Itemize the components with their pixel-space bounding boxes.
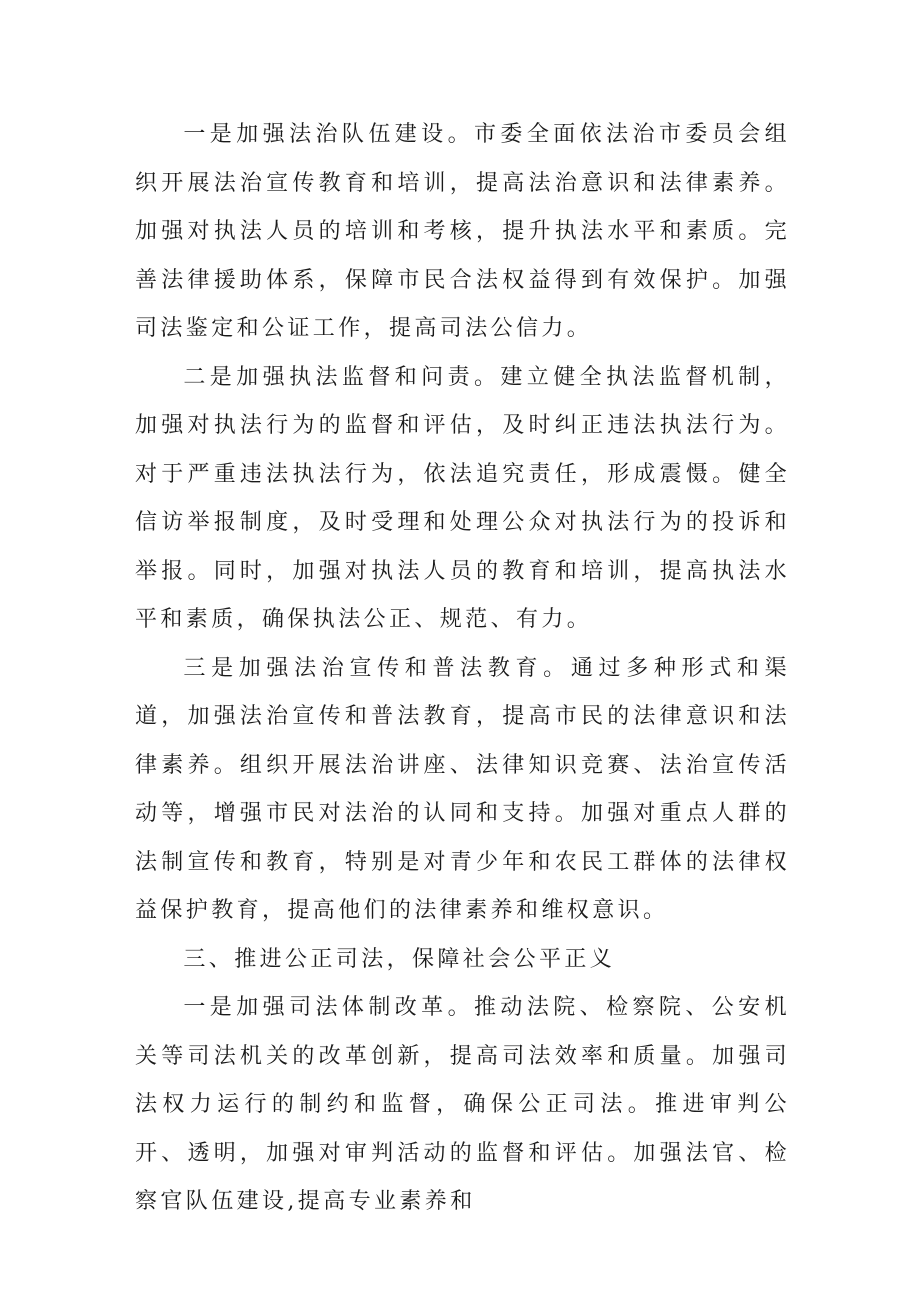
paragraph-judicial-reform: 一是加强司法体制改革。推动法院、检察院、公安机关等司法机关的改革创新，提高司法效率和质量。加强司法权力运行的制约和监督，确保公正司法。推进审判公开、透明，加强对审判活动的监督和评估。加强法官、检察官队伍建设,提高专业素养和 [135,995,790,1214]
paragraph-legal-education: 三是加强法治宣传和普法教育。通过多种形式和渠道，加强法治宣传和普法教育，提高市民的法律意识和法律素养。组织开展法治讲座、法律知识竞赛、法治宣传活动等，增强市民对法治的认同和支持。加强对重点人群的法制宣传和教育，特别是对青少年和农民工群体的法律权益保护教育，提高他们的法律素养和维权意识。 [135,655,790,923]
paragraph-enforcement-supervision: 二是加强执法监督和问责。建立健全执法监督机制，加强对执法行为的监督和评估，及时纠正违法执法行为。对于严重违法执法行为，依法追究责任，形成震慑。健全信访举报制度，及时受理和处理公众对执法行为的投诉和举报。同时，加强对执法人员的教育和培训，提高执法水平和素质，确保执法公正、规范、有力。 [135,364,790,632]
section-heading: 三、推进公正司法，保障社会公平正义 [183,946,616,972]
paragraph-team-building: 一是加强法治队伍建设。市委全面依法治市委员会组织开展法治宣传教育和培训，提高法治意识和法律素养。加强对执法人员的培训和考核，提升执法水平和素质。完善法律援助体系，保障市民合法权益得到有效保护。加强司法鉴定和公证工作，提高司法公信力。 [135,122,790,341]
document-body [135,111,790,1227]
